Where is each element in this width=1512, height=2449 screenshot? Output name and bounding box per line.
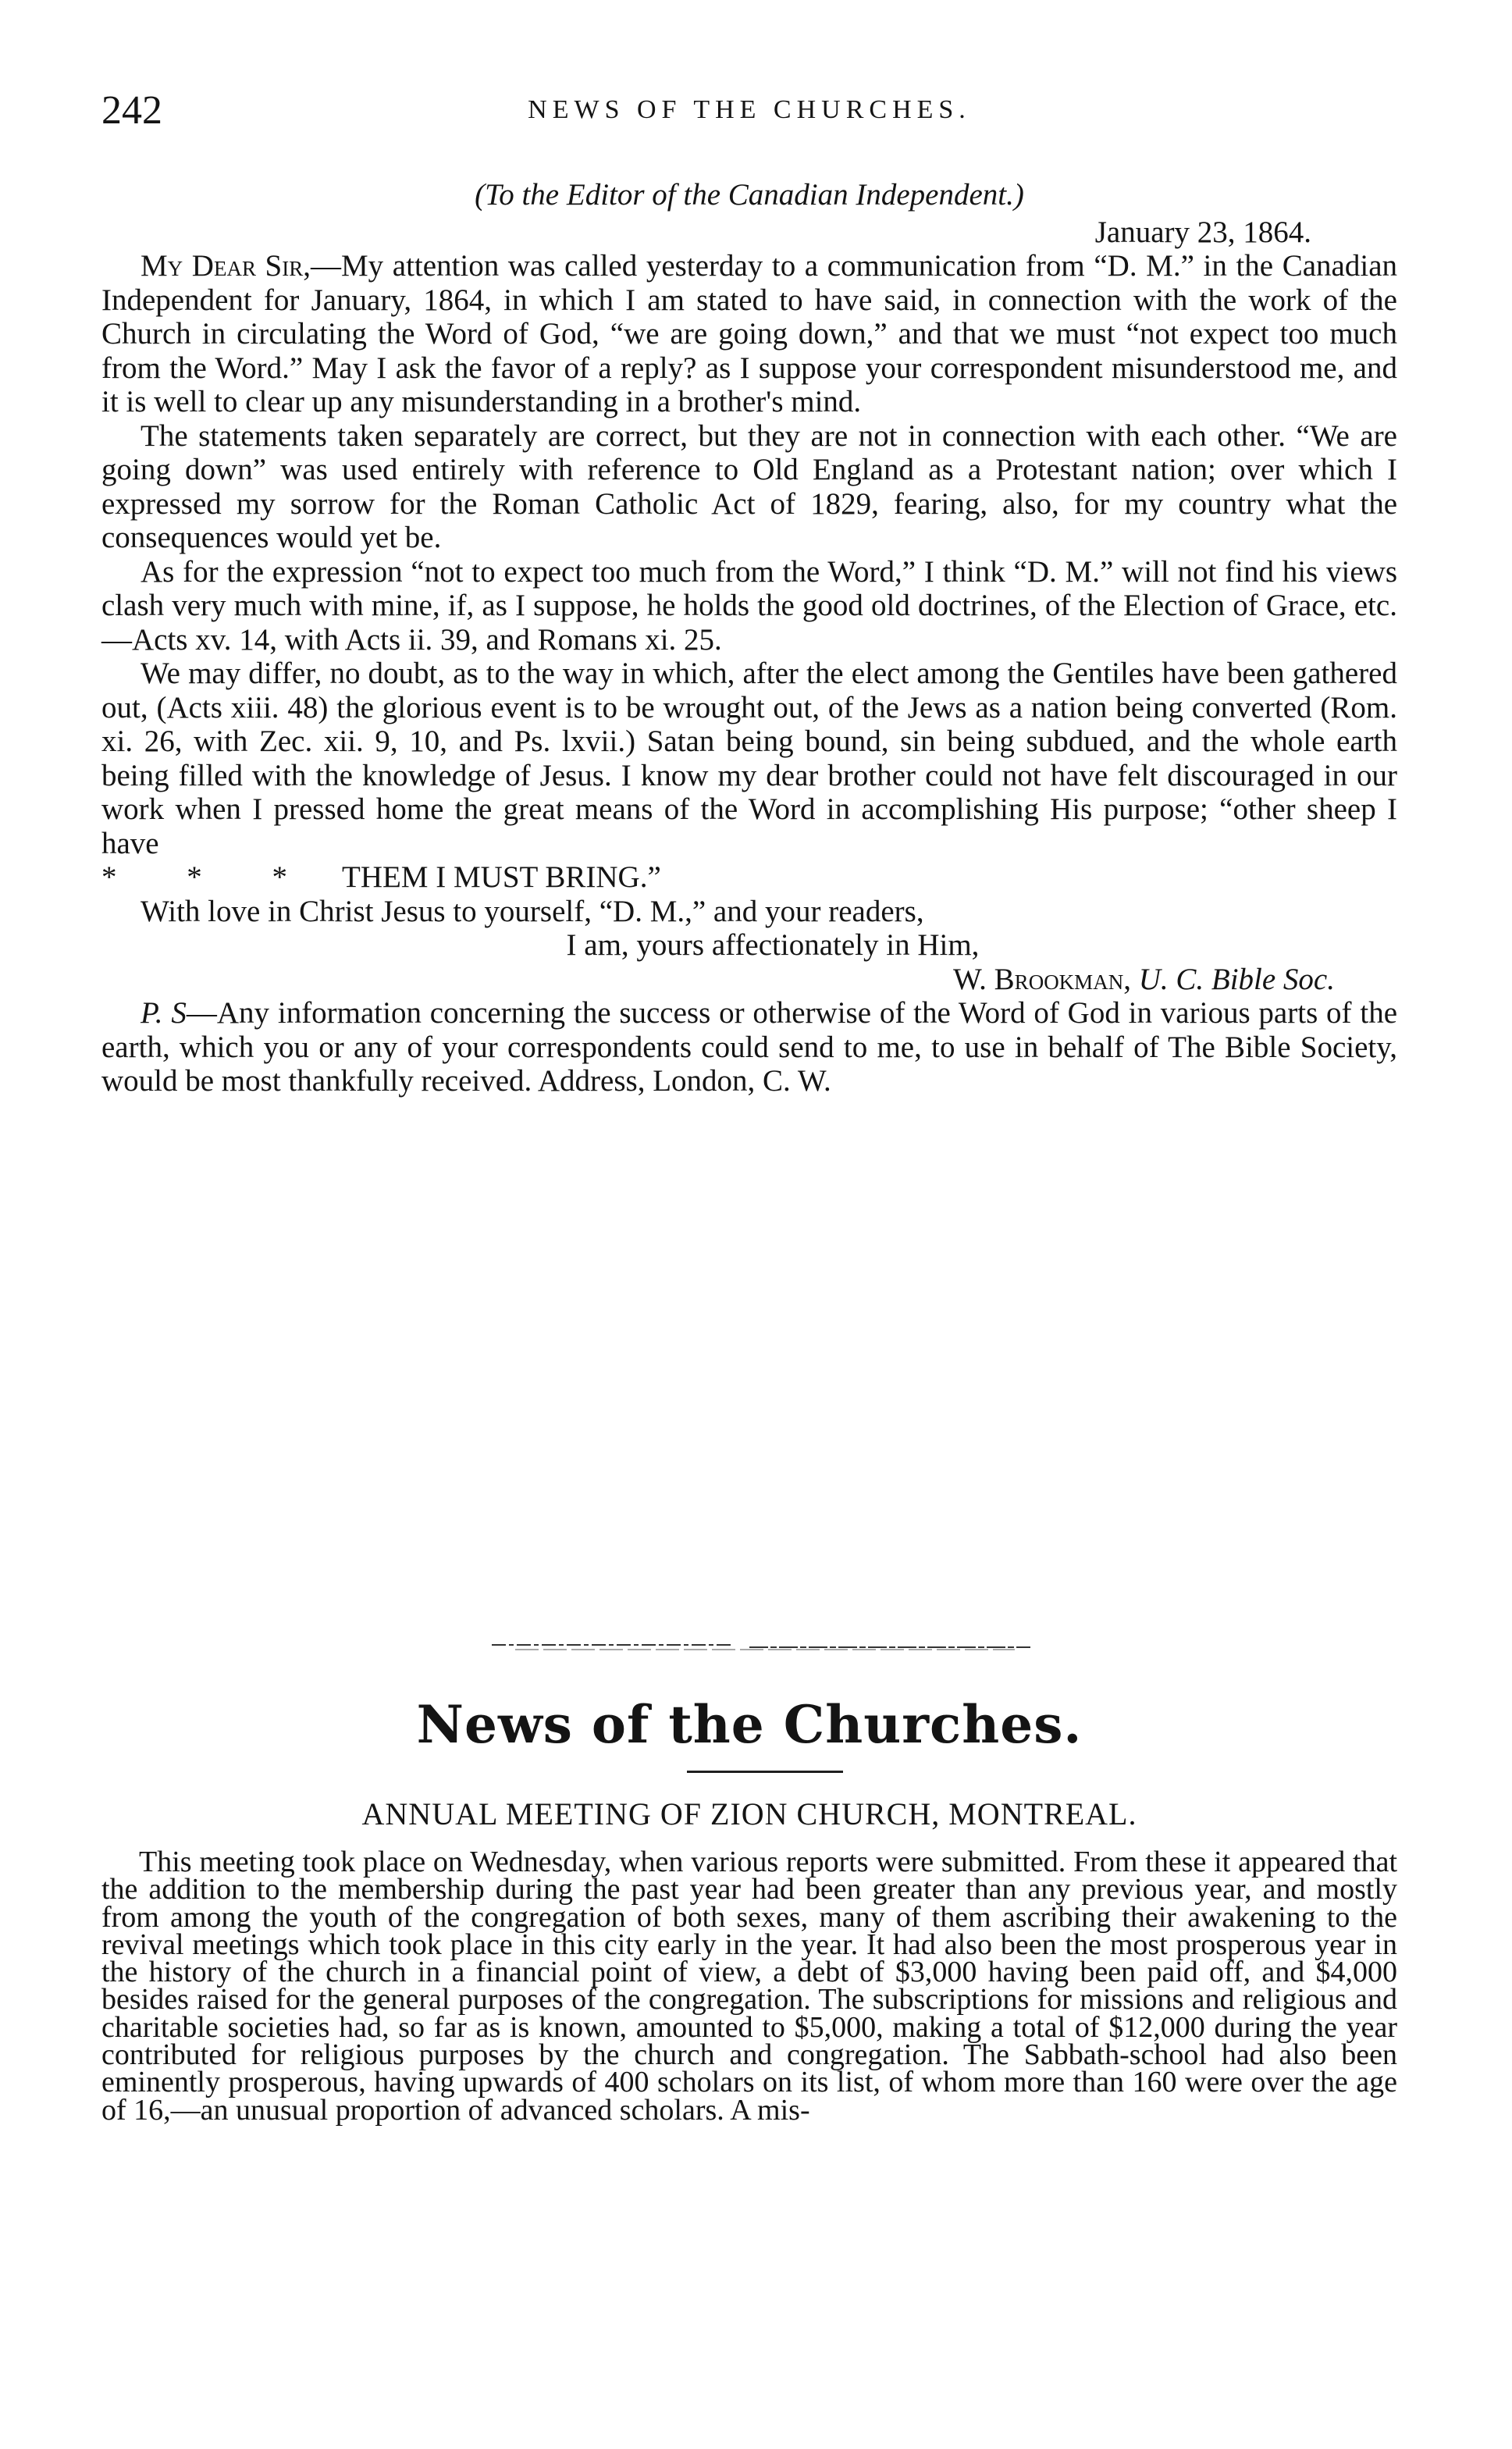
- title-rule: [687, 1771, 843, 1773]
- signature-name: W. Brookman,: [952, 962, 1131, 996]
- article: [101, 1846, 1397, 2127]
- article-body: This meeting took place on Wednesday, when various reports were submitted. From these it appeared that the addition to the membership during the past year had been greater than any previous year, and mostly from among the youth of the congregation of both sexes, many of them ascribing their awakening to the revival meetings which took place in this city early in the year. It had also been the most prosperous year in the history of the church in a financial point of view, a debt of $3,000 having been paid off, and $4,000 besides raised for the general purposes of the congregation. The subscriptions for missions and religious and charitable societies had, so far as is known, amounted to $5,000, making a total of $12,000 during the year contributed for religious purposes by the church and congregation. The Sabbath-school had also been eminently prosperous, having upwards of 400 scholars on its list, of whom more than 160 were over the age of 16,—an unusual proportion of advanced scholars. A mis-: [101, 1846, 1397, 2127]
- letter-postscript: [101, 996, 1397, 1098]
- section-title: News of the Churches.: [416, 1694, 1083, 1755]
- section-divider: [484, 1641, 1046, 1652]
- postscript-label: P. S: [141, 996, 187, 1030]
- page-header: [101, 87, 1397, 142]
- letter-paragraph-3: As for the expression “not to expect too much from the Word,” I think “D. M.” will not find his views clash very much with mine, if, as I suppose, he holds the good old doctrines, of the Election of Grace, etc.—Acts xv. 14, with Acts ii. 39, and Romans xi. 25.: [101, 554, 1397, 657]
- ellipsis-stars: * * *: [101, 860, 318, 894]
- letter-paragraph-1: [101, 249, 1397, 419]
- page-number: 242: [101, 88, 162, 133]
- letter-paragraph-4: We may differ, no doubt, as to the way in which, after the elect among the Gentiles have been gathered out, (Acts xiii. 48) the glorious event is to be wrought out, of the Jews as a nation being converted (Rom. xi. 26, with Zec. xii. 9, 10, and Ps. lxvii.) Satan being bound, sin being subdued, and the whole earth being filled with the knowledge of Jesus. I know my dear brother could not have felt discouraged in our work when I pressed home the great means of the Word in accomplishing His purpose; “other sheep I have: [101, 657, 1397, 860]
- letter-date: January 23, 1864.: [1094, 215, 1311, 249]
- letter-quote-end-text: THEM I MUST BRING.”: [342, 860, 661, 894]
- letter-addressee: (To the Editor of the Canadian Independent.): [475, 178, 1024, 212]
- letter-greeting: I am, yours affectionately in Him,: [566, 928, 980, 962]
- postscript-text: —Any information concerning the success or otherwise of the Word of God in various parts of the earth, which you or any of your correspondents could send to me, to use in behalf of The Bible Society, would be most thankfully received. Address, London, C. W.: [101, 996, 1398, 1098]
- running-head: NEWS OF THE CHURCHES.: [528, 95, 971, 124]
- letter-signature: [101, 963, 1397, 997]
- letter-salutation: My Dear Sir,: [141, 249, 311, 283]
- letter-quote-end: [101, 860, 1397, 895]
- letter-paragraph-1-text: —My attention was called yesterday to a communication from “D. M.” in the Canadian Independent for January, 1864, in which I am stated to have said, in connection with the work of the Church in circulating the Word of God, “we are going down,” and that we must “not expect too much from the Word.” May I ask the favor of a reply? as I suppose your correspondent misunderstood me, and it is well to clear up any misunderstanding in a brother's mind.: [101, 249, 1398, 418]
- signature-org: U. C. Bible Soc.: [1138, 962, 1335, 996]
- letter: [101, 178, 1397, 1098]
- article-heading: ANNUAL MEETING OF ZION CHURCH, MONTREAL.: [361, 1796, 1137, 1831]
- letter-paragraph-2: The statements taken separately are correct, but they are not in connection with each other. “We are going down” was used entirely with reference to Old England as a Protestant nation; over which I expressed my sorrow for the Roman Catholic Act of 1829, fearing, also, for my country what the consequences would yet be.: [101, 418, 1397, 554]
- letter-closing: With love in Christ Jesus to yourself, “D. M.,” and your readers,: [141, 894, 924, 928]
